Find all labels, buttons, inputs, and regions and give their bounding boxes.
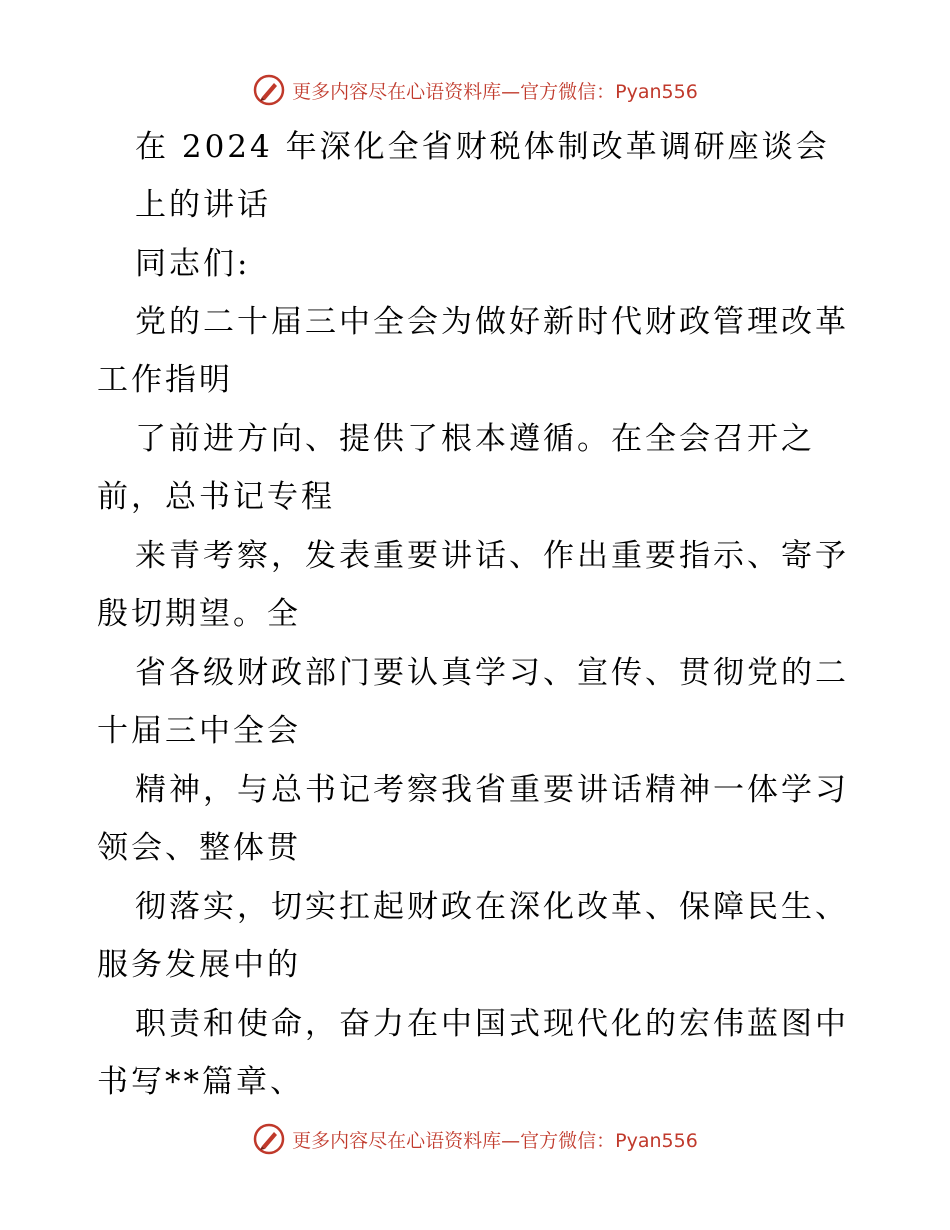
salutation: 同志们: — [135, 246, 251, 282]
paragraph-line: 服务发展中的 — [97, 947, 301, 983]
watermark-text: 更多内容尽在心语资料库—官方微信：Pyan556 — [292, 1129, 698, 1152]
paragraph-line: 精神，与总书记考察我省重要讲话精神一体学习 — [135, 772, 849, 808]
pen-logo-icon — [252, 73, 286, 107]
paragraph-line: 前，总书记专程 — [97, 479, 335, 515]
watermark-text: 更多内容尽在心语资料库—官方微信：Pyan556 — [292, 80, 698, 103]
document-title-line-1: 在 2024 年深化全省财税体制改革调研座谈会 — [135, 129, 830, 165]
header-watermark — [0, 70, 950, 110]
document-title-line-2: 上的讲话 — [135, 187, 271, 223]
paragraph-line: 职责和使命，奋力在中国式现代化的宏伟蓝图中 — [135, 1006, 849, 1042]
paragraph-line: 殷切期望。全 — [97, 596, 301, 632]
paragraph-line: 彻落实，切实扛起财政在深化改革、保障民生、 — [135, 889, 849, 925]
paragraph-line: 省各级财政部门要认真学习、宣传、贯彻党的二 — [135, 655, 849, 691]
paragraph-line: 领会、整体贯 — [97, 830, 301, 866]
paragraph-line: 党的二十届三中全会为做好新时代财政管理改革 — [135, 304, 849, 340]
footer-watermark — [0, 1119, 950, 1159]
paragraph-line: 了前进方向、提供了根本遵循。在全会召开之 — [135, 421, 815, 457]
paragraph-line: 来青考察，发表重要讲话、作出重要指示、寄予 — [135, 538, 849, 574]
pen-logo-icon — [252, 1122, 286, 1156]
paragraph-line: 十届三中全会 — [97, 713, 301, 749]
paragraph-line: 工作指明 — [97, 362, 233, 398]
paragraph-line: 书写**篇章、 — [97, 1064, 304, 1100]
